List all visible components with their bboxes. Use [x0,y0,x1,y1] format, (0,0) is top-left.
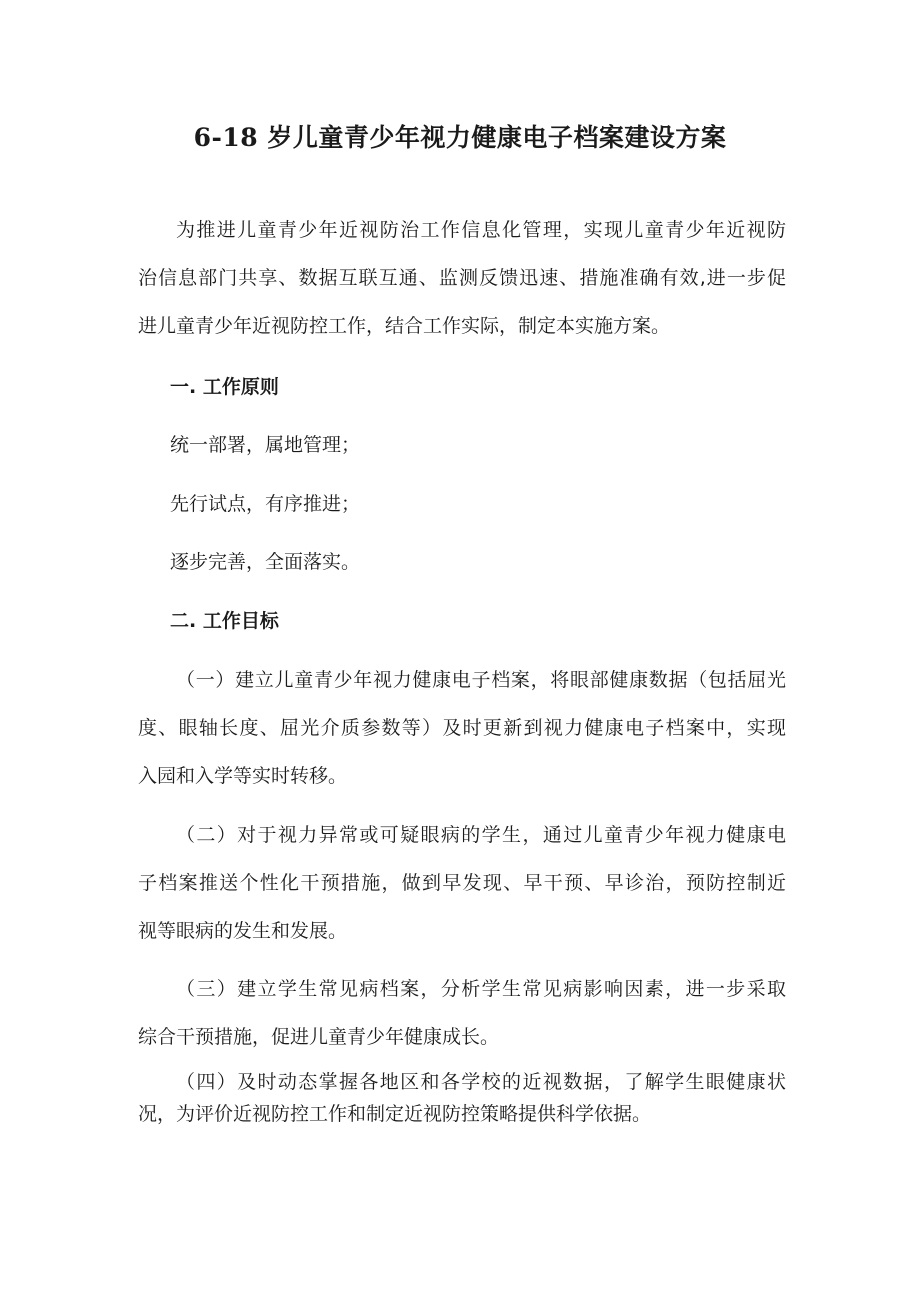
goal-paragraph-4 [138,1068,786,1132]
goal-line: 入园和入学等实时转移。 [138,765,348,787]
intro-line: 进儿童青少年近视防控工作，结合工作实际，制定本实施方案。 [138,315,671,337]
goal-line: （二）对于视力异常或可疑眼病的学生，通过儿童青少年视力健康电 [176,824,786,846]
goal-line: 视等眼病的发生和发展。 [138,920,348,942]
goal-paragraph-2 [138,821,786,965]
principle-item: 逐步完善，全面落实。 [170,551,361,573]
principle-item: 先行试点，有序推进； [170,493,361,515]
goal-paragraph-3 [138,975,786,1071]
goal-line: 度、眼轴长度、屈光介质参数等）及时更新到视力健康电子档案中，实现 [138,717,786,739]
goal-line: 况，为评价近视防控工作和制定近视防控策略提供科学依据。 [138,1103,652,1125]
goal-line: （四）及时动态掌握各地区和各学校的近视数据，了解学生眼健康状 [176,1071,786,1093]
section-heading-principles: 一. 工作原则 [170,376,279,398]
document-title: 6-18 岁儿童青少年视力健康电子档案建设方案 [193,123,727,152]
goal-line: 子档案推送个性化干预措施，做到早发现、早干预、早诊治，预防控制近 [138,872,786,894]
goal-line: 综合干预措施，促进儿童青少年健康成长。 [138,1026,500,1048]
goal-line: （三）建立学生常见病档案，分析学生常见病影响因素，进一步采取 [176,978,786,1000]
intro-paragraph [138,216,786,360]
intro-line: 治信息部门共享、数据互联互通、监测反馈迅速、措施准确有效,进一步促 [138,267,786,289]
principle-item: 统一部署，属地管理； [170,434,361,456]
goal-line: （一）建立儿童青少年视力健康电子档案，将眼部健康数据（包括屈光 [176,669,786,691]
intro-line: 为推进儿童青少年近视防治工作信息化管理，实现儿童青少年近视防 [176,219,786,241]
section-heading-goals: 二. 工作目标 [170,610,279,632]
goal-paragraph-1 [138,666,786,810]
